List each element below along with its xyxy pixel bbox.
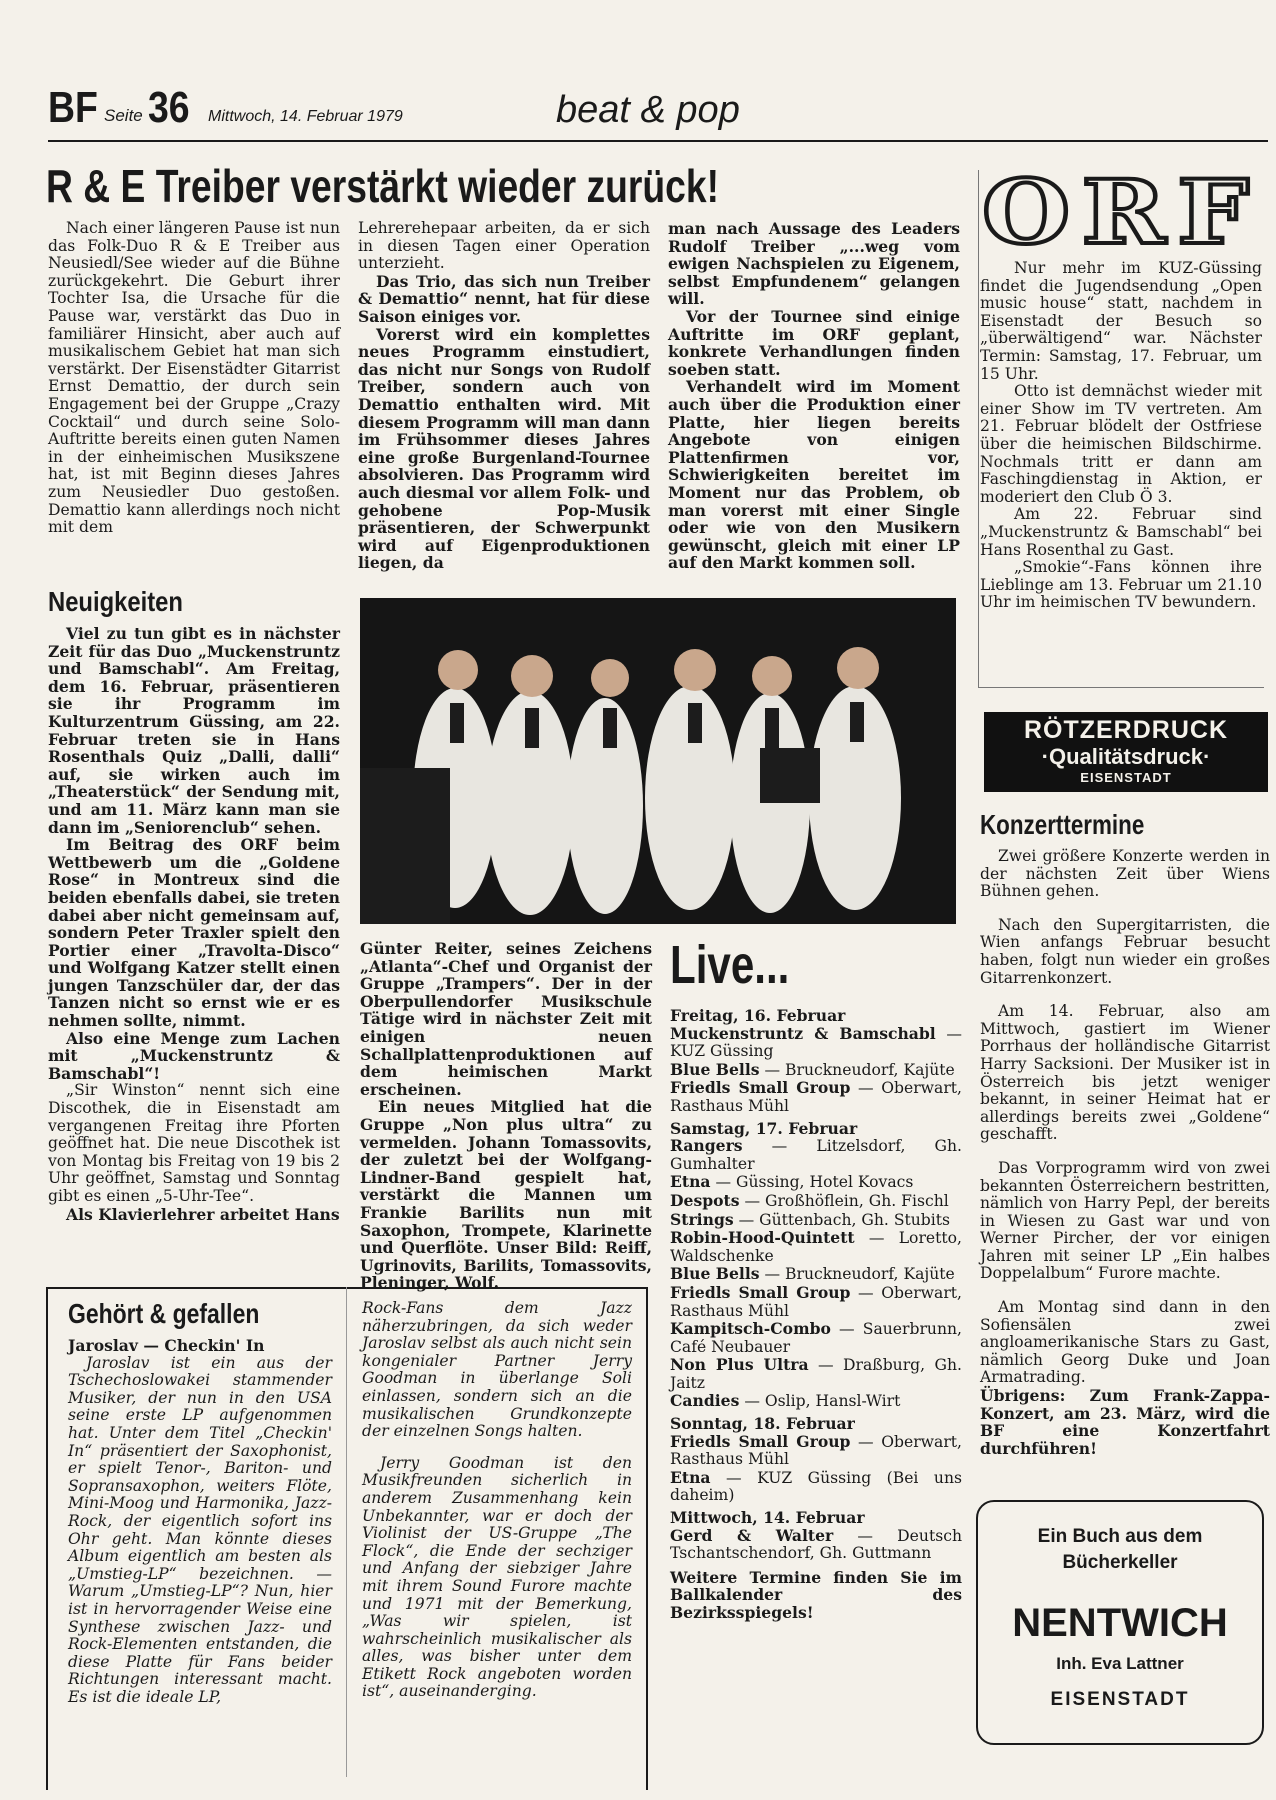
main-col2-p1: Lehrerehepaar arbeiten, da er sich in diesen Tagen einer Operation unterzieht. bbox=[358, 219, 650, 273]
gehoert-col1-p1: Jaroslav ist ein aus der Tschechoslowakei stammender Musiker, der nun in den USA seine erste LP aufgenommen hat. Unter dem Titel „Checkin' In“ präsentiert der Saxophonist, er spielt Tenor-, Bariton- und Sopransaxophon, weiters Flöte, Mini-Moog und Harmonika, Jazz-Rock, der eigentlich sofort ins Ohr geht. Man könnte dieses Album eigentlich am besten als „Umstieg-LP“ bezeichnen. — Warum „Umstieg-LP“? Nun, hier ist in hervorragender Weise eine Synthese zwischen Jazz- und Rock-Elementen entstanden, die diese Platte für Fans beider Richtungen interessant macht. Es ist die ideale LP, bbox=[68, 1353, 332, 1706]
live-entry bbox=[670, 1229, 962, 1265]
neuigkeiten-p2: Im Beitrag des ORF beim Wettbewerb um die „Goldene Rose“ in Montreux sind die beiden ebenfalls dabei, sie treten dabei aber nicht gemeinsam auf, sondern Peter Traxler spielt den Portier einer „Travolta-Disco“ und Wolfgang Katzer stellt einen jungen Tanzschüler dar, der das Tanzen nicht so ernst wie er es nehmen sollte, nimmt. bbox=[48, 835, 340, 1031]
main-headline bbox=[46, 160, 836, 216]
masthead bbox=[48, 83, 1268, 134]
live-entry bbox=[670, 1392, 962, 1411]
live-band: Blue Bells bbox=[670, 1264, 760, 1284]
konzert-p2: Nach den Supergitarristen, die Wien anfangs Februar besucht haben, folgt nun wieder ein großes Gitarrenkonzert. bbox=[980, 915, 1270, 987]
gehoert-divider bbox=[346, 1287, 347, 1777]
live-entry bbox=[670, 1211, 962, 1230]
live-list bbox=[670, 1003, 962, 1622]
live-entry bbox=[670, 1025, 962, 1061]
main-col3-p3: Verhandelt wird im Moment auch über die Produktion einer Platte, hier liegen bereits Angebote von einigen Plattenfirmen vor, Schwierigkeiten bereitet im Moment nur das Problem, ob man vorerst mit einer Single oder wie von den Musikern gewünscht, gleich mit einer LP auf den Markt kommen soll. bbox=[668, 377, 960, 573]
konzert-note: Übrigens: Zum Frank-Zappa-Konzert, am 23. März, wird die BF eine Konzertfahrt durchführen! bbox=[980, 1386, 1270, 1458]
live-place: — Oberwart, Rasthaus Mühl bbox=[670, 1079, 962, 1115]
live-place: — Oslip, Hansl-Wirt bbox=[739, 1392, 901, 1411]
neuigkeiten-continued bbox=[360, 940, 652, 1292]
live-place: — Großhöflein, Gh. Fischl bbox=[739, 1191, 949, 1210]
live-place: — Oberwart, Rasthaus Mühl bbox=[670, 1432, 962, 1469]
live-entry bbox=[670, 1061, 962, 1080]
main-col3-p2: Vor der Tournee sind einige Auftritte im ORF geplant, konkrete Verhandlungen finden soeben statt. bbox=[668, 306, 960, 379]
gehoert-col-2 bbox=[362, 1300, 632, 1701]
live-entry bbox=[670, 1469, 962, 1505]
header-rule bbox=[48, 140, 1268, 142]
orf-p1: Nur mehr im KUZ-Güssing findet die Jugendsendung „Open music house“ statt, nachdem in Eisenstadt der Besuch so „überwältigend“ war. Nächster Termin: Samstag, 17. Februar, um 15 Uhr. bbox=[980, 259, 1262, 383]
orf-logo-text: ORF bbox=[982, 160, 1261, 264]
section-name: beat & pop bbox=[556, 89, 740, 131]
live-band: Blue Bells bbox=[670, 1059, 760, 1079]
roetzer-line1: RÖTZERDRUCK bbox=[1023, 716, 1229, 744]
live-place: — KUZ Güssing bbox=[670, 1024, 962, 1061]
live-band: Etna bbox=[670, 1467, 711, 1487]
live-place: — Oberwart, Rasthaus Mühl bbox=[670, 1283, 962, 1320]
roetzer-line2: ·Qualitätsdruck· bbox=[1041, 744, 1211, 769]
live-entry bbox=[670, 1192, 962, 1211]
live-footer: Weitere Termine finden Sie im Ballkalender des Bezirksspiegels! bbox=[670, 1567, 962, 1622]
roetzer-ad bbox=[984, 712, 1268, 792]
live-entry bbox=[670, 1284, 962, 1320]
live-place: — Güttenbach, Gh. Stubits bbox=[733, 1210, 951, 1229]
live-place: — Bruckneudorf, Kajüte bbox=[759, 1265, 955, 1284]
roetzer-line3: EISENSTADT bbox=[1080, 770, 1172, 785]
gehoert-album: Jaroslav — Checkin' In bbox=[68, 1336, 265, 1355]
gehoert-heading bbox=[68, 1297, 328, 1335]
orf-p4: „Smokie“-Fans können ihre Lieblinge am 13. Februar um 21.10 Uhr im heimischen TV bewundern. bbox=[980, 558, 1262, 612]
nentwich-owner: Inh. Eva Lattner bbox=[1056, 1654, 1184, 1673]
paper-logo: BF bbox=[48, 83, 98, 132]
konzert-p4: Das Vorprogramm wird von zwei bekannten Österreichern bestritten, nämlich von Harry Pepl, der bereits in Wiesen zu Gast war und von Werner Pircher, der vor einigen Jahren mit seiner LP „Ein halbes Doppelalbum“ Furore machte. bbox=[980, 1158, 1270, 1283]
live-heading-text: Live... bbox=[670, 935, 790, 995]
live-band: Rangers bbox=[670, 1136, 743, 1156]
live-entry bbox=[670, 1356, 962, 1392]
konzert-body bbox=[980, 848, 1270, 1457]
main-col1-p1: Nach einer längeren Pause ist nun das Folk-Duo R & E Treiber aus Neusiedl/See wieder auf die Bühne zurückgekehrt. Die Geburt ihrer Tochter Isa, die Ursache für die Pause war, verstärkt das Duo in familiärer Hinsicht, aber auch auf musikalischem Gebiet hat man sich verstärkt. Der Eisenstädter Gitarrist Ernst Demattio, der durch sein Engagement bei der Gruppe „Crazy Cocktail“ und durch seine Solo-Auftritte bereits einen guten Namen in der einheimischen Musikszene hat, ist mit Beginn dieses Jahres zum Neusiedler Duo gestoßen. Demattio kann allerdings noch nicht mit dem bbox=[48, 219, 340, 537]
live-day: Sonntag, 18. Februar bbox=[670, 1414, 855, 1434]
live-place: — Güssing, Hotel Kovacs bbox=[710, 1173, 914, 1192]
konzert-p1: Zwei größere Konzerte werden in der nächsten Zeit über Wiens Bühnen gehen. bbox=[980, 847, 1270, 901]
main-col-1 bbox=[48, 220, 340, 537]
page-number: 36 bbox=[148, 83, 190, 132]
konzert-p5: Am Montag sind dann in den Sofiensälen zwei angloamerikanische Stars zu Gast, nämlich Georg Duke und Joan Armatrading. bbox=[980, 1298, 1270, 1387]
neuigkeiten-body bbox=[48, 625, 340, 1223]
konzert-p3: Am 14. Februar, also am Mittwoch, gastiert im Wiener Porrhaus der holländische Gitarrist Harry Sacksioni. Der Musiker ist in Österreich bis jetzt weniger bekannt, in seiner Heimat hat er allerdings bereits zwei „Goldene“ geschafft. bbox=[980, 1002, 1270, 1144]
neuigkeiten-heading-text: Neuigkeiten bbox=[48, 586, 183, 617]
live-band: Robin-Hood-Quintett bbox=[670, 1228, 855, 1248]
live-entry bbox=[670, 1320, 962, 1356]
neuigkeiten-cont-p2: Ein neues Mitglied hat die Gruppe „Non plus ultra“ zu vermelden. Johann Tomassovits, der zuletzt bei der Wolfgang-Lindner-Band gespielt hat, verstärkt die Mannen um Frankie Barilits nun mit Saxophon, Trompete, Klarinette und Querflöte. Unser Bild: Reiff, Ugrinovits, Barilits, Tomassovits, Pleninger, Wolf. bbox=[360, 1097, 652, 1293]
main-col-3 bbox=[668, 220, 960, 572]
live-band: Friedls Small Group bbox=[670, 1282, 851, 1302]
neuigkeiten-p3: Also eine Menge zum Lachen mit „Muckenstruntz & Bamschabl“! bbox=[48, 1028, 340, 1083]
live-heading bbox=[670, 935, 870, 995]
gehoert-col-1 bbox=[68, 1337, 332, 1706]
page-prefix: Seite bbox=[104, 106, 143, 125]
live-day: Samstag, 17. Februar bbox=[670, 1118, 858, 1138]
live-entry bbox=[670, 1079, 962, 1115]
live-place: — Sauerbrunn, Café Neubauer bbox=[670, 1320, 962, 1356]
orf-p3: Am 22. Februar sind „Muckenstruntz & Bamschabl“ bei Hans Rosenthal zu Gast. bbox=[980, 505, 1262, 559]
live-place: — Deutsch Tschantschendorf, Gh. Guttmann bbox=[670, 1526, 962, 1563]
live-band: Strings bbox=[670, 1209, 734, 1229]
live-entry bbox=[670, 1527, 962, 1563]
neuigkeiten-p1: Viel zu tun gibt es in nächster Zeit für das Duo „Muckenstruntz und Bamschabl“. Am Freitag, dem 16. Februar, präsentieren sie ihr Programm im Kulturzentrum Güssing, am 22. Februar treten sie in Hans Rosenthals Quiz „Dalli, dalli“ auf, sie wirken auch im „Theaterstück“ der Sendung mit, und am 11. März kann man sie dann im „Seniorenclub“ sehen. bbox=[48, 624, 340, 837]
live-place: — Draßburg, Gh. Jaitz bbox=[670, 1356, 962, 1392]
live-band: Muckenstruntz & Bamschabl bbox=[670, 1023, 936, 1043]
nentwich-line2: Bücherkeller bbox=[1062, 1552, 1178, 1573]
main-col2-p3: Vorerst wird ein komplettes neues Programm einstudiert, das nicht nur Songs von Rudolf Treiber, sondern auch von Demattio enthalten wird. Mit diesem Programm will man dann im Frühsommer dieses Jahres eine große Burgenland-Tournee absolvieren. Das Programm wird auch diesmal vor allem Folk- und gehobene Pop-Musik präsentieren, der Schwerpunkt wird auf Eigenproduktionen liegen, da bbox=[358, 324, 650, 573]
live-place: — Litzelsdorf, Gh. Gumhalter bbox=[670, 1137, 962, 1173]
live-band: Gerd & Walter bbox=[670, 1525, 834, 1545]
orf-body bbox=[980, 260, 1262, 612]
nentwich-ad bbox=[976, 1500, 1264, 1745]
band-photo-image bbox=[360, 598, 956, 924]
live-entry bbox=[670, 1137, 962, 1173]
live-band: Friedls Small Group bbox=[670, 1431, 851, 1451]
live-band: Friedls Small Group bbox=[670, 1078, 851, 1098]
nentwich-city: EISENSTADT bbox=[1050, 1689, 1190, 1710]
live-entry bbox=[670, 1433, 962, 1469]
main-col2-p2: Das Trio, das sich nun Treiber & Demattio“ nennt, hat für diese Saison einiges vor. bbox=[358, 271, 650, 326]
main-col3-p1: man nach Aussage des Leaders Rudolf Treiber „...weg vom ewigen Nachspielen zu Eigenem, selbst Empfundenem“ gelangen will. bbox=[668, 219, 960, 309]
live-band: Despots bbox=[670, 1190, 740, 1210]
main-headline-text: R & E Treiber verstärkt wieder zurück! bbox=[46, 160, 720, 212]
live-entry bbox=[670, 1265, 962, 1284]
orf-p2: Otto ist demnächst wieder mit einer Show im TV vertreten. Am 21. Februar blödelt der Ostfriese über die heimischen Bildschirme. Nochmals tritt er dann am Faschingdienstag in Aktion, er moderiert den Club Ö 3. bbox=[980, 382, 1262, 506]
gehoert-col2-p1: Rock-Fans dem Jazz näherzubringen, da sich weder Jaroslav selbst als auch nicht sein kongenialer Partner Jerry Goodman in überlange Soli einlassen, sondern sich an die musikalischen Grundkonzepte der einzelnen Songs halten. bbox=[362, 1299, 632, 1441]
neuigkeiten-cont-p1: Günter Reiter, seines Zeichens „Atlanta“-Chef und Organist der Gruppe „Trampers“. Der in der Oberpullendorfer Musikschule Tätige wird in nächster Zeit mit einigen neuen Schallplattenproduktionen auf dem heimischen Markt erscheinen. bbox=[360, 939, 652, 1099]
neuigkeiten-heading bbox=[48, 585, 298, 621]
nentwich-name: NENTWICH bbox=[1012, 1601, 1228, 1645]
main-col-2 bbox=[358, 220, 650, 572]
live-entry bbox=[670, 1173, 962, 1192]
orf-logo bbox=[982, 160, 1264, 264]
live-band: Non Plus Ultra bbox=[670, 1355, 809, 1375]
live-band: Kampitsch-Combo bbox=[670, 1319, 831, 1339]
neuigkeiten-p5: Als Klavierlehrer arbeitet Hans bbox=[66, 1204, 340, 1224]
konzert-heading bbox=[980, 808, 1240, 844]
live-band: Etna bbox=[670, 1172, 711, 1192]
live-day: Mittwoch, 14. Februar bbox=[670, 1508, 865, 1528]
live-place: — Loretto, Waldschenke bbox=[670, 1229, 962, 1265]
konzert-heading-text: Konzerttermine bbox=[980, 809, 1145, 840]
live-day: Freitag, 16. Februar bbox=[670, 1006, 846, 1025]
live-band: Candies bbox=[670, 1391, 740, 1411]
neuigkeiten-p4: „Sir Winston“ nennt sich eine Discothek, die in Eisenstadt am vergangenen Freitag ihre Pforten geöffnet hat. Die neue Discothek ist von Montag bis Freitag von 19 bis 2 Uhr geöffnet, Samstag und Sonntag gibt es einen „5-Uhr-Tee“. bbox=[48, 1081, 340, 1205]
issue-date: Mittwoch, 14. Februar 1979 bbox=[208, 108, 403, 125]
gehoert-heading-text: Gehört & gefallen bbox=[68, 1298, 260, 1329]
live-place: — Bruckneudorf, Kajüte bbox=[759, 1060, 955, 1079]
nentwich-line1: Ein Buch aus dem bbox=[1037, 1526, 1203, 1547]
band-photo bbox=[360, 598, 956, 924]
gehoert-col2-p2: Jerry Goodman ist den Musikfreunden sicherlich in anderem Zusammenhang kein Unbekannter, war er doch der Violinist der US-Gruppe „The Flock“, die Ende der sechziger und Anfang der siebziger Jahre mit ihrem Sound Furore machte und 1971 mit der Bemerkung, „Was wir spielen, ist wahrscheinlich musikalischer als alles, was bisher unter dem Etikett Rock angeboten worden ist“, auseinanderging. bbox=[362, 1453, 632, 1701]
live-place: — KUZ Güssing (Bei uns daheim) bbox=[670, 1468, 962, 1505]
